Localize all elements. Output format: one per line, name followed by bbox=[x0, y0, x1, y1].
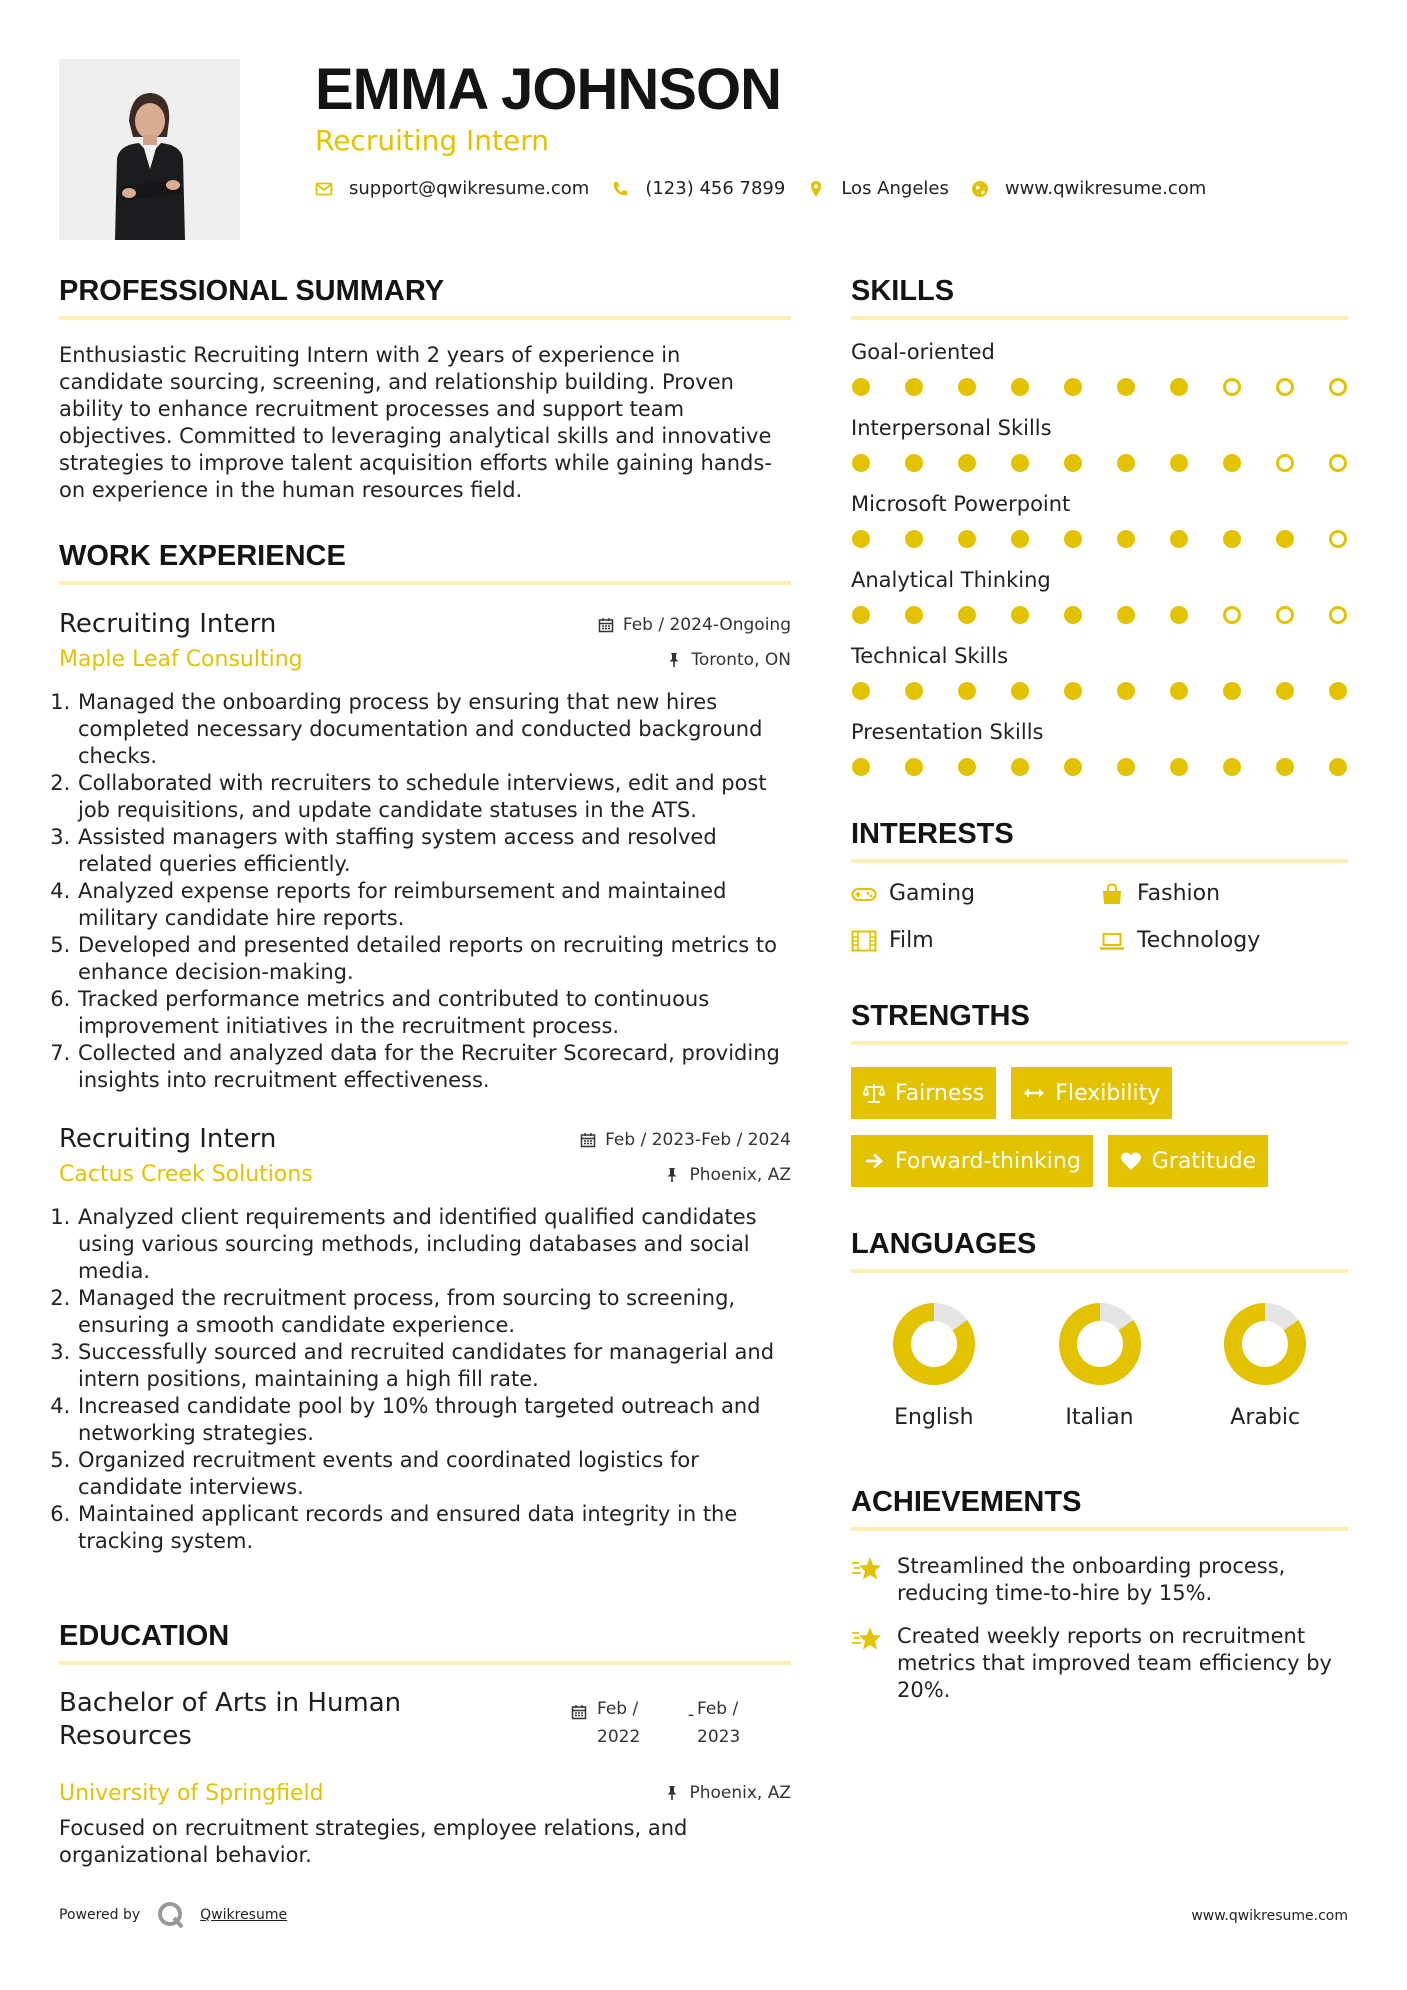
interest-item bbox=[1099, 928, 1348, 953]
list-item: 1. Analyzed client requirements and identified qualified candidates using various sourcing methods, including databases and social media. bbox=[77, 1204, 791, 1285]
skill-dot-filled bbox=[1011, 454, 1029, 472]
language-name: Arabic bbox=[1230, 1405, 1301, 1430]
skill-dot-filled bbox=[852, 758, 870, 776]
skill-dot-filled bbox=[852, 530, 870, 548]
interest-item bbox=[1099, 881, 1348, 906]
skill-item bbox=[851, 720, 1348, 776]
languages-list bbox=[851, 1301, 1348, 1430]
phone-icon bbox=[611, 180, 629, 198]
list-item: 5. Organized recruitment events and coordinated logistics for candidate interviews. bbox=[77, 1447, 791, 1501]
star-icon bbox=[851, 1625, 883, 1653]
job-entry bbox=[59, 1124, 791, 1555]
contact-email-text: support@qwikresume.com bbox=[349, 178, 590, 199]
skill-dot-filled bbox=[1117, 758, 1135, 776]
skill-dot-filled bbox=[852, 682, 870, 700]
contact-bar bbox=[315, 178, 1228, 199]
skill-dot-filled bbox=[1223, 682, 1241, 700]
list-item: 3. Successfully sourced and recruited candidates for managerial and intern positions, maintaining a high fill rate. bbox=[77, 1339, 791, 1393]
achievement-item bbox=[851, 1553, 1348, 1607]
strength-label: Fairness bbox=[895, 1080, 985, 1106]
skill-name: Goal-oriented bbox=[851, 340, 995, 364]
pushpin-icon bbox=[666, 652, 682, 668]
achievements-section bbox=[851, 1486, 1348, 1704]
skill-dot-filled bbox=[958, 606, 976, 624]
education-dates bbox=[571, 1695, 747, 1751]
skill-dot-filled bbox=[1011, 758, 1029, 776]
education-start-date: Feb / 2022 bbox=[597, 1699, 641, 1747]
job-title: Recruiting Intern bbox=[59, 609, 277, 639]
contact-website-text: www.qwikresume.com bbox=[1004, 178, 1207, 199]
skill-dot-filled bbox=[905, 682, 923, 700]
skill-dot-filled bbox=[1170, 682, 1188, 700]
skill-dot-filled bbox=[958, 378, 976, 396]
skill-dot-filled bbox=[958, 530, 976, 548]
skill-name: Interpersonal Skills bbox=[851, 416, 1052, 440]
interest-label: Gaming bbox=[889, 881, 975, 906]
skill-dot-empty bbox=[1223, 378, 1241, 396]
skill-dot-filled bbox=[1117, 378, 1135, 396]
arrows-horizontal-icon bbox=[1023, 1082, 1045, 1104]
gamepad-icon bbox=[851, 883, 877, 905]
calendar-icon bbox=[571, 1704, 587, 1720]
education-end-date: Feb / 2023 bbox=[697, 1699, 741, 1747]
contact-email[interactable] bbox=[315, 178, 589, 199]
person-photo-icon bbox=[59, 59, 240, 240]
skill-dot-empty bbox=[1329, 454, 1347, 472]
strength-badge bbox=[1011, 1067, 1172, 1119]
strength-badge bbox=[1108, 1135, 1268, 1187]
skill-dot-filled bbox=[1064, 606, 1082, 624]
list-item: 1. Managed the onboarding process by ensuring that new hires completed necessary documentation and conducted background checks. bbox=[77, 689, 791, 770]
job-bullets bbox=[59, 689, 791, 1094]
strengths-list bbox=[851, 1067, 1348, 1203]
envelope-icon bbox=[315, 180, 333, 198]
interests-heading: INTERESTS bbox=[851, 818, 1348, 863]
languages-section bbox=[851, 1228, 1348, 1430]
skill-rating bbox=[851, 378, 1348, 396]
skills-list bbox=[851, 340, 1348, 776]
job-company: Maple Leaf Consulting bbox=[59, 647, 303, 672]
interest-item bbox=[851, 928, 1099, 953]
summary-heading: PROFESSIONAL SUMMARY bbox=[59, 275, 791, 320]
skill-dot-empty bbox=[1276, 378, 1294, 396]
strengths-heading: STRENGTHS bbox=[851, 1000, 1348, 1045]
map-pin-icon bbox=[807, 180, 825, 198]
list-item: 4. Analyzed expense reports for reimbursement and maintained military candidate hire reports. bbox=[77, 878, 791, 932]
footer-website[interactable]: www.qwikresume.com bbox=[1191, 1908, 1348, 1924]
skill-dot-filled bbox=[905, 378, 923, 396]
arrow-right-icon bbox=[863, 1150, 885, 1172]
skill-dot-filled bbox=[958, 454, 976, 472]
skill-dot-filled bbox=[1064, 682, 1082, 700]
skill-dot-filled bbox=[905, 606, 923, 624]
skills-heading: SKILLS bbox=[851, 275, 1348, 320]
education-degree: Bachelor of Arts in Human Resources bbox=[59, 1688, 402, 1751]
skill-dot-filled bbox=[1223, 454, 1241, 472]
job-company: Cactus Creek Solutions bbox=[59, 1162, 313, 1187]
education-location-text: Phoenix, AZ bbox=[689, 1783, 791, 1803]
education-school: University of Springfield bbox=[59, 1781, 324, 1806]
skill-dot-filled bbox=[1223, 530, 1241, 548]
skill-rating bbox=[851, 682, 1348, 700]
job-date bbox=[580, 1130, 791, 1150]
skill-dot-filled bbox=[1223, 758, 1241, 776]
strength-label: Gratitude bbox=[1151, 1148, 1257, 1174]
list-item: 7. Collected and analyzed data for the Recruiter Scorecard, providing insights into recruitment effectiveness. bbox=[77, 1040, 791, 1094]
skill-dot-filled bbox=[1064, 378, 1082, 396]
job-date bbox=[598, 615, 791, 635]
skill-dot-filled bbox=[1011, 606, 1029, 624]
strength-badge bbox=[851, 1135, 1093, 1187]
qwikresume-link[interactable]: Qwikresume bbox=[200, 1907, 288, 1923]
language-proficiency-ring bbox=[1057, 1301, 1143, 1387]
achievement-text: Streamlined the onboarding process, reducing time-to-hire by 15%. bbox=[897, 1554, 1286, 1605]
film-icon bbox=[851, 930, 877, 952]
skill-dot-filled bbox=[1170, 378, 1188, 396]
job-bullets bbox=[59, 1204, 791, 1555]
skill-dot-empty bbox=[1329, 606, 1347, 624]
job-date-text: Feb / 2024-Ongoing bbox=[622, 615, 791, 635]
skill-name: Technical Skills bbox=[851, 644, 1009, 668]
experience-heading: WORK EXPERIENCE bbox=[59, 540, 791, 585]
skill-dot-filled bbox=[1064, 530, 1082, 548]
education-heading: EDUCATION bbox=[59, 1620, 791, 1665]
achievement-text: Created weekly reports on recruitment metrics that improved team efficiency by 20%. bbox=[897, 1624, 1332, 1702]
skill-rating bbox=[851, 530, 1348, 548]
skill-rating bbox=[851, 454, 1348, 472]
skill-dot-filled bbox=[852, 606, 870, 624]
skill-dot-filled bbox=[1117, 606, 1135, 624]
skill-dot-filled bbox=[905, 530, 923, 548]
interest-label: Film bbox=[889, 928, 934, 953]
language-item bbox=[1182, 1301, 1348, 1430]
skill-name: Presentation Skills bbox=[851, 720, 1044, 744]
interest-item bbox=[851, 881, 1099, 906]
language-proficiency-ring bbox=[1222, 1301, 1308, 1387]
skill-dot-filled bbox=[1011, 682, 1029, 700]
list-item: 6. Tracked performance metrics and contributed to continuous improvement initiatives in the recruitment process. bbox=[77, 986, 791, 1040]
contact-phone[interactable] bbox=[611, 178, 785, 199]
summary-text: Enthusiastic Recruiting Intern with 2 years of experience in candidate sourcing, screening, and relationship building. Proven ability to enhance recruitment processes and support team objectives. Committed to leveraging analytical skills and innovative strategies to improve talent acquisition efforts while gaining hands-on experience in the human resources field. bbox=[59, 343, 772, 502]
language-proficiency-ring bbox=[891, 1301, 977, 1387]
candidate-title: Recruiting Intern bbox=[315, 124, 550, 157]
job-date-text: Feb / 2023-Feb / 2024 bbox=[605, 1130, 791, 1150]
interests-section bbox=[851, 818, 1348, 953]
achievements-heading: ACHIEVEMENTS bbox=[851, 1486, 1348, 1531]
language-item bbox=[1017, 1301, 1183, 1430]
skill-dot-empty bbox=[1329, 378, 1347, 396]
contact-location bbox=[807, 178, 949, 199]
interest-label: Fashion bbox=[1137, 881, 1221, 906]
skill-name: Microsoft Powerpoint bbox=[851, 492, 1071, 516]
laptop-icon bbox=[1099, 930, 1125, 952]
skill-dot-filled bbox=[1117, 682, 1135, 700]
education-description: Focused on recruitment strategies, employee relations, and organizational behavior. bbox=[59, 1816, 688, 1867]
job-location-text: Toronto, ON bbox=[691, 650, 791, 670]
heart-icon bbox=[1120, 1150, 1142, 1172]
list-item: 6. Maintained applicant records and ensured data integrity in the tracking system. bbox=[77, 1501, 791, 1555]
skill-dot-filled bbox=[852, 378, 870, 396]
skill-item bbox=[851, 416, 1348, 472]
job-title: Recruiting Intern bbox=[59, 1124, 277, 1154]
shopping-bag-icon bbox=[1099, 883, 1125, 905]
calendar-icon bbox=[598, 617, 614, 633]
strength-label: Flexibility bbox=[1055, 1080, 1161, 1106]
contact-website[interactable] bbox=[971, 178, 1206, 199]
education-date-separator: - bbox=[687, 1705, 695, 1725]
skill-dot-filled bbox=[1329, 682, 1347, 700]
skill-dot-filled bbox=[1064, 758, 1082, 776]
skill-dot-filled bbox=[1170, 606, 1188, 624]
balance-scale-icon bbox=[863, 1082, 885, 1104]
powered-by-label: Powered by bbox=[59, 1907, 141, 1923]
skill-item bbox=[851, 340, 1348, 396]
skill-dot-filled bbox=[1276, 682, 1294, 700]
interests-list bbox=[851, 881, 1348, 953]
skill-name: Analytical Thinking bbox=[851, 568, 1051, 592]
skill-dot-filled bbox=[905, 454, 923, 472]
summary-section bbox=[59, 275, 791, 504]
list-item: 5. Developed and presented detailed reports on recruiting metrics to enhance decision-making. bbox=[77, 932, 791, 986]
skill-dot-filled bbox=[1011, 378, 1029, 396]
skill-dot-filled bbox=[905, 758, 923, 776]
achievement-item bbox=[851, 1623, 1348, 1704]
interest-label: Technology bbox=[1137, 928, 1261, 953]
strength-label: Forward-thinking bbox=[895, 1148, 1081, 1174]
skill-dot-filled bbox=[1329, 758, 1347, 776]
language-name: English bbox=[894, 1405, 974, 1430]
education-entry bbox=[59, 1687, 791, 1887]
skill-dot-filled bbox=[1011, 530, 1029, 548]
job-location-text: Phoenix, AZ bbox=[689, 1165, 791, 1185]
skill-item bbox=[851, 492, 1348, 548]
skill-dot-filled bbox=[958, 682, 976, 700]
skill-dot-empty bbox=[1329, 530, 1347, 548]
profile-photo bbox=[59, 59, 240, 240]
skill-dot-filled bbox=[1170, 758, 1188, 776]
footer-powered-by bbox=[59, 1900, 287, 1930]
skill-dot-empty bbox=[1276, 454, 1294, 472]
skill-dot-empty bbox=[1223, 606, 1241, 624]
skill-dot-filled bbox=[1170, 454, 1188, 472]
job-entry bbox=[59, 609, 791, 1094]
skill-dot-filled bbox=[852, 454, 870, 472]
skill-item bbox=[851, 644, 1348, 700]
contact-phone-text: (123) 456 7899 bbox=[645, 178, 786, 199]
skill-dot-filled bbox=[1276, 758, 1294, 776]
skill-dot-filled bbox=[1276, 530, 1294, 548]
skill-item bbox=[851, 568, 1348, 624]
list-item: 3. Assisted managers with staffing system access and resolved related queries efficiently. bbox=[77, 824, 791, 878]
skill-dot-empty bbox=[1276, 606, 1294, 624]
skill-dot-filled bbox=[1064, 454, 1082, 472]
experience-section bbox=[59, 540, 791, 1555]
language-item bbox=[851, 1301, 1017, 1430]
languages-heading: LANGUAGES bbox=[851, 1228, 1348, 1273]
star-icon bbox=[851, 1555, 883, 1583]
job-location bbox=[664, 1165, 791, 1185]
pushpin-icon bbox=[664, 1167, 680, 1183]
skill-dot-filled bbox=[958, 758, 976, 776]
skill-dot-filled bbox=[1117, 530, 1135, 548]
list-item: 4. Increased candidate pool by 10% through targeted outreach and networking strategies. bbox=[77, 1393, 791, 1447]
skill-dot-filled bbox=[1170, 530, 1188, 548]
calendar-icon bbox=[580, 1132, 596, 1148]
skills-section bbox=[851, 275, 1348, 776]
strengths-section bbox=[851, 1000, 1348, 1203]
skill-rating bbox=[851, 758, 1348, 776]
contact-location-text: Los Angeles bbox=[841, 178, 949, 199]
education-location bbox=[664, 1783, 791, 1803]
list-item: 2. Collaborated with recruiters to schedule interviews, edit and post job requisitions, and update candidate statuses in the ATS. bbox=[77, 770, 791, 824]
pushpin-icon bbox=[664, 1785, 680, 1801]
education-section bbox=[59, 1620, 791, 1887]
skill-dot-filled bbox=[1117, 454, 1135, 472]
strength-badge bbox=[851, 1067, 996, 1119]
skill-rating bbox=[851, 606, 1348, 624]
language-name: Italian bbox=[1065, 1405, 1134, 1430]
candidate-name: EMMA JOHNSON bbox=[315, 57, 781, 122]
globe-icon bbox=[971, 180, 989, 198]
list-item: 2. Managed the recruitment process, from sourcing to screening, ensuring a smooth candidate experience. bbox=[77, 1285, 791, 1339]
qwikresume-logo-icon bbox=[156, 1900, 186, 1930]
job-location bbox=[666, 650, 791, 670]
